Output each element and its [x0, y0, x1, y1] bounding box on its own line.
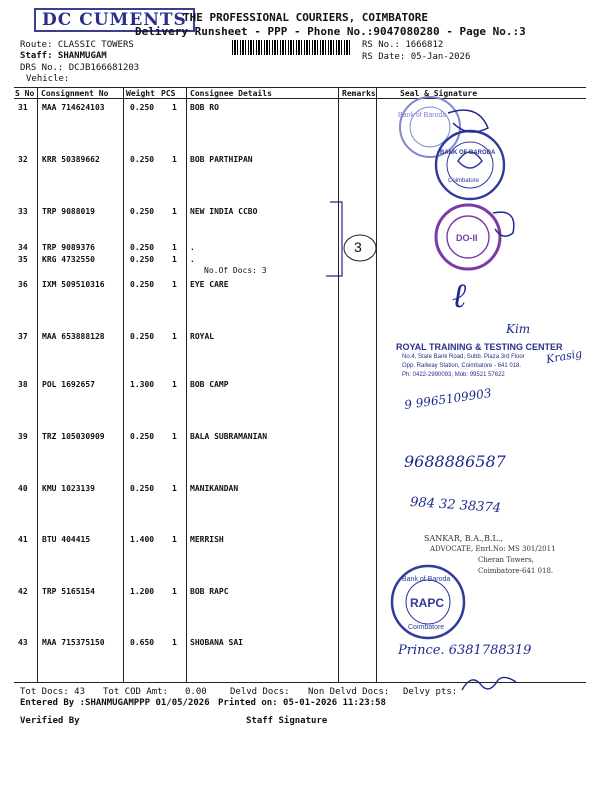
row-sno: 32 [18, 155, 28, 164]
delivered-docs: Delvd Docs: [230, 687, 290, 697]
row-sno: 33 [18, 207, 28, 216]
total-cod-label: Tot COD Amt: [103, 687, 169, 697]
bob-seal-2-city: Coimbatore [448, 178, 480, 184]
col-header-consignment: Consignment No [41, 89, 109, 98]
col-divider [376, 87, 377, 682]
row-consignment: TRP 9089376 [42, 243, 95, 252]
row-sno: 35 [18, 255, 28, 264]
royal-stamp-line3: Ph: 0422-2990093, Mob: 99521 57622 [402, 372, 505, 378]
row-consignment: MAA 715375150 [42, 638, 105, 647]
row-consignee: BALA SUBRAMANIAN [190, 432, 268, 441]
vehicle-label: Vehicle: [26, 74, 70, 84]
royal-stamp-line2: Opp. Railway Station, Coimbatore - 641 018. [402, 363, 522, 369]
advocate-stamp-line3: Cheran Towers, [478, 556, 534, 564]
phone-row-40: 984 32 38374 [409, 494, 502, 517]
row-consignee: BOB RO [190, 103, 219, 112]
printed-on: Printed on: 05-01-2026 11:23:58 [218, 698, 386, 708]
row-sno: 43 [18, 638, 28, 647]
phone-row-43: Prince. 6381788319 [398, 643, 532, 658]
delivery-points: Delvy pts: [403, 687, 458, 697]
col-header-weight: Weight [126, 89, 155, 98]
bank-seals [388, 95, 588, 285]
col-header-consignee: Consignee Details [190, 89, 272, 98]
barcode [232, 40, 352, 55]
row-consignment: KRG 4732550 [42, 255, 95, 264]
rs-date: RS Date: 05-Jan-2026 [362, 52, 471, 62]
row-pcs: 1 [172, 380, 177, 389]
row-consignee: EYE CARE [190, 280, 229, 289]
row-pcs: 1 [172, 243, 177, 252]
row-sno: 34 [18, 243, 28, 252]
col-header-seal: Seal & Signature [400, 89, 478, 98]
total-docs: Tot Docs: 43 [20, 687, 86, 697]
entered-by: Entered By :SHANMUGAMPPP 01/05/2026 [20, 698, 210, 708]
bob-seal-2-text: BANK OF BARODA [440, 150, 496, 156]
signature-row-36: ℓ [452, 276, 467, 316]
row-pcs: 1 [172, 255, 177, 264]
row-weight: 0.250 [130, 255, 155, 264]
route-label: Route: CLASSIC TOWERS [20, 40, 134, 50]
row-sno: 41 [18, 535, 28, 544]
row-consignee: BOB RAPC [190, 587, 229, 596]
royal-stamp-title: ROYAL TRAINING & TESTING CENTER [396, 342, 563, 352]
row-weight: 0.250 [130, 280, 155, 289]
rapc-ring-text: Bank of Baroda [402, 576, 451, 583]
row-weight: 1.200 [130, 587, 155, 596]
row-sno: 42 [18, 587, 28, 596]
col-header-pcs: PCS [161, 89, 176, 98]
row-consignment: TRP 9088019 [42, 207, 95, 216]
signature-kim: Kim [506, 322, 531, 336]
signature-krasic: Krasig [545, 346, 584, 367]
row-sno: 37 [18, 332, 28, 341]
row-weight: 0.250 [130, 103, 155, 112]
total-cod-value: 0.00 [185, 687, 207, 697]
row-pcs: 1 [172, 535, 177, 544]
royal-stamp-line1: No.4, State Bank Road, Subb. Plaza 3rd Floor [402, 354, 525, 360]
row-pcs: 1 [172, 155, 177, 164]
advocate-stamp-line4: Coimbatore-641 018. [478, 567, 554, 575]
row-weight: 1.400 [130, 535, 155, 544]
row-consignee: BOB CAMP [190, 380, 229, 389]
phone-row-39: 9688886587 [404, 452, 506, 471]
advocate-stamp-line1: SANKAR, B.A.,B.L., [424, 534, 503, 543]
rs-number: RS No.: 1666812 [362, 40, 444, 50]
row-pcs: 1 [172, 587, 177, 596]
remark-number: 3 [354, 239, 362, 255]
row-weight: 0.650 [130, 638, 155, 647]
rapc-city-text: Coimbatore [408, 624, 445, 631]
row-weight: 0.250 [130, 155, 155, 164]
bob-seal-1-text: Bank of Baroda [398, 112, 447, 119]
docs-count: No.Of Docs: 3 [204, 266, 267, 275]
documents-stamp: DC CUMENTS [34, 8, 195, 32]
rapc-center-text: RAPC [410, 596, 445, 610]
staff-label: Staff: SHANMUGAM [20, 51, 107, 61]
row-weight: 1.300 [130, 380, 155, 389]
col-header-sno: S No [15, 89, 35, 98]
row-pcs: 1 [172, 207, 177, 216]
row-consignee: MANIKANDAN [190, 484, 239, 493]
row-consignment: TRP 5165154 [42, 587, 95, 596]
row-pcs: 1 [172, 638, 177, 647]
row-weight: 0.250 [130, 243, 155, 252]
staff-signature-label: Staff Signature [246, 716, 328, 726]
row-consignment: POL 1692657 [42, 380, 95, 389]
row-sno: 40 [18, 484, 28, 493]
row-sno: 38 [18, 380, 28, 389]
verified-by: Verified By [20, 716, 80, 726]
row-pcs: 1 [172, 484, 177, 493]
row-consignee: NEW INDIA CCBO [190, 207, 258, 216]
row-consignee: SHOBANA SAI [190, 638, 243, 647]
row-consignee: . [190, 243, 195, 252]
row-consignee: BOB PARTHIPAN [190, 155, 253, 164]
row-pcs: 1 [172, 280, 177, 289]
runsheet-title: Delivery Runsheet - PPP - Phone No.:9047080280 - Page No.:3 [135, 25, 526, 38]
row-weight: 0.250 [130, 207, 155, 216]
row-consignment: BTU 404415 [42, 535, 91, 544]
col-divider [338, 87, 339, 682]
row-consignment: MAA 714624103 [42, 103, 105, 112]
row-weight: 0.250 [130, 484, 155, 493]
row-sno: 39 [18, 432, 28, 441]
drs-number: DRS No.: DCJB166681203 [20, 63, 140, 73]
row-consignment: TRZ 105030909 [42, 432, 105, 441]
row-consignment: KMU 1023139 [42, 484, 95, 493]
table-top-line [14, 87, 586, 88]
row-consignment: KRR 50389662 [42, 155, 100, 164]
advocate-stamp-line2: ADVOCATE, Enrl.No: MS 301/2011 [430, 545, 556, 553]
footer-signature [460, 670, 520, 696]
col-header-remarks: Remarks [342, 89, 376, 98]
company-name: THE PROFESSIONAL COURIERS, COIMBATORE [183, 11, 429, 24]
row-sno: 31 [18, 103, 28, 112]
row-consignment: IXM 509510316 [42, 280, 105, 289]
row-sno: 36 [18, 280, 28, 289]
row-pcs: 1 [172, 432, 177, 441]
col-divider [186, 87, 187, 682]
row-consignment: MAA 653888128 [42, 332, 105, 341]
row-consignee: MERRISH [190, 535, 224, 544]
row-consignee: . [190, 255, 195, 264]
non-delivered-docs: Non Delvd Docs: [308, 687, 390, 697]
remarks-bracket [320, 200, 380, 280]
row-pcs: 1 [172, 332, 177, 341]
col-divider [123, 87, 124, 682]
row-pcs: 1 [172, 103, 177, 112]
phone-row-38: 9 9965109903 [403, 385, 493, 413]
row-weight: 0.250 [130, 332, 155, 341]
col-divider [37, 87, 38, 682]
row-weight: 0.250 [130, 432, 155, 441]
purple-seal-text: DO-II [456, 233, 478, 243]
row-consignee: ROYAL [190, 332, 215, 341]
